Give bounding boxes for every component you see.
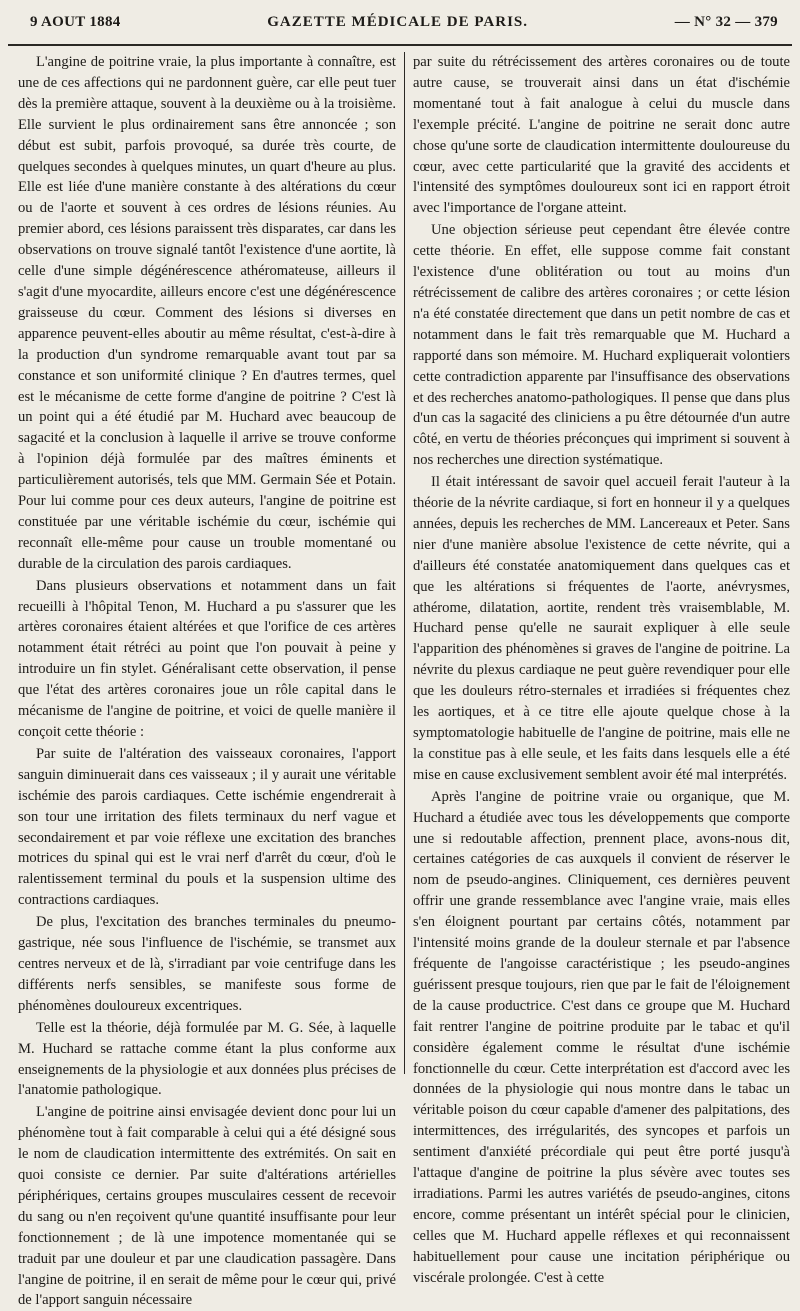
paragraph: Par suite de l'altération des vaisseaux coronaires, l'apport sanguin diminuerait dans ces vaisseaux ; il y aurait une véritable ischémie des parois cardiaques. Cette ischémie engendrerait à son tour une irritation des filets terminaux du nerf vague et secondairement et par voie réflexe une excitation des branches motrices du spinal qui est le vrai nerf d'arrêt du cœur, d'où le ralentissement terminal du pouls et la suspension ultime des contractions cardiaques. (18, 745, 396, 909)
paragraph: Il était intéressant de savoir quel accueil ferait l'auteur à la théorie de la névrite cardiaque, si fort en honneur il y a quelques années, depuis les recherches de MM. Lancereaux et Peter. Sans nier d'une manière absolue l'existence de cette névrite, qui a d'ailleurs été constatée anatomiquement dans quelques cas et que les altérations si fréquentes de l'aorte, anévrysmes, athérome, dilatation, aortite, rendent très vraisemblable, M. Huchard pense qu'elle ne saurait expliquer à elle seule l'apparition des phénomènes si graves de l'angine de poitrine. La névrite du plexus cardiaque ne peut guère revendiquer pour elle que les douleurs rétro-sternales et irradiées si fréquentes chez les aortiques, et à ce titre elle ajoute quelque chose à la symptomatologie habituelle de l'angine de poitrine, mais elle ne la constitue pas à elle seule, et les faits dans lesquels elle a été mise en cause exclusivement semblent avoir été mal interprétés. (413, 474, 790, 783)
right-column (404, 52, 790, 1286)
paragraph: Une objection sérieuse peut cependant être élevée contre cette théorie. En effet, elle suppose comme fait constant l'existence d'une oblitération ou tout au moins d'un rétrécissement de calibre des artères coronaires ; or cette lésion n'a été constatée directement que dans un petit nombre de cas et notamment dans le fait très remarquable que M. Huchard a rapporté dans son mémoire. M. Huchard expliquerait volontiers cette contradiction apparente par l'insuffisance des observations et des recherches anatomo-pathologiques. Il pense que dans plus d'un cas la sagacité des cliniciens a pu être détournée d'un autre côté, en vertu de théories préconçues qui impriment si souvent à nos recherches une direction systématique. (413, 222, 790, 469)
running-header (30, 14, 778, 40)
left-column (18, 52, 404, 1309)
paragraph: Après l'angine de poitrine vraie ou organique, que M. Huchard a étudiée avec tous les développements que comporte une si redoutable affection, prennent place, avons-nous dit, certaines catégories de cas auxquels il convient de réserver le nom de pseudo-angines. Cliniquement, ces dernières peuvent offrir une grande ressemblance avec l'angine vraie, mais elles s'en éloignent pourtant par certains côtés, notamment par l'intensité moins grande de la douleur sternale et par l'absence fréquente de l'angoisse caractéristique ; les pseudo-angines guérissent presque toujours, rien que par le fait de l'éloignement de la cause productrice. C'est dans ce groupe que M. Huchard fait rentrer l'angine de poitrine produite par le tabac et qu'il considère également comme le résultat d'une ischémie fonctionnelle du cœur. Cette interprétation est d'accord avec les données de la physiologie qui nous montre dans le tabac un véritable poison du cœur capable d'amener des palpitations, des intermittences, des irrégularités, des syncopes et parfois un sentiment d'anxiété précordiale qui peut être porté jusqu'à l'attaque d'angine de poitrine la plus sévère avec toutes ses irradiations. Parmi les autres variétés de pseudo-angines, citons encore, comme présentant un intérêt spécial pour le clinicien, celles que M. Huchard appelle réflexes et qui reconnaissent habituellement pour cause une incitation périphérique ou viscérale prolongée. C'est à cette (413, 788, 790, 1286)
journal-title: GAZETTE MÉDICALE DE PARIS. (267, 14, 529, 30)
paragraph: par suite du rétrécissement des artères coronaires ou de toute autre cause, se trouverait ainsi dans un état d'ischémie momentané tout à fait analogue à celui du muscle dans l'exemple précité. L'angine de poitrine ne serait donc autre chose qu'une sorte de claudication intermittente douloureuse du cœur, avec cette particularité que la gravité des accidents et l'intensité des symptômes douloureux sont ici en rapport étroit avec l'importance de l'organe atteint. (413, 54, 790, 217)
text-columns (18, 52, 790, 1309)
paragraph: De plus, l'excitation des branches terminales du pneumo-gastrique, née sous l'influence de l'ischémie, se transmet aux centres nerveux et de là, s'irradiant par voie centrifuge dans les différents nerfs sensibles, se manifeste sous forme de phénomènes douloureux excentriques. (18, 914, 396, 1014)
paragraph: L'angine de poitrine ainsi envisagée devient donc pour lui un phénomène tout à fait comparable à celui qui a été désigné sous le nom de claudication intermittente des extrémités. On sait en quoi consiste ce dernier. Par suite d'altérations artérielles périphériques, certains groupes musculaires cessent de recevoir du sang ou n'en reçoivent qu'une quantité insuffisante pour leur fonctionnement ; de là une impotence momentanée qui se traduit par une douleur et par une claudication passagère. Dans l'angine de poitrine, il en serait de même pour le cœur qui, privé de l'apport sanguin nécessaire (18, 1104, 396, 1309)
header-rule (8, 44, 792, 46)
paragraph: Dans plusieurs observations et notamment dans un fait recueilli à l'hôpital Tenon, M. Huchard a pu s'assurer que les artères coronaires étaient altérées et que l'orifice de ces artères notamment était rétréci au point que l'on pouvait à peine y introduire un fin stylet. Généralisant cette observation, il pense que l'état des artères coronaires joue un rôle capital dans le mécanisme de l'angine de poitrine, et voici de quelle manière il conçoit cette théorie : (18, 577, 396, 740)
paragraph: Telle est la théorie, déjà formulée par M. G. Sée, à laquelle M. Huchard se rattache comme étant la plus conforme aux enseignements de la physiologie et aux données plus précises de l'anatomie pathologique. (18, 1019, 396, 1099)
paragraph: L'angine de poitrine vraie, la plus importante à connaître, est une de ces affections qui ne pardonnent guère, car elle peut tuer dès la première attaque, souvent à la deuxième ou à la troisième. Elle survient le plus ordinairement sans être annoncée ; son début est subit, parfois provoqué, sa durée très courte, de quelques secondes à quelques minutes, un quart d'heure au plus. Elle est liée d'une manière constante à des altérations du cœur ou de l'aorte et souvent à ces ordres de lésions réunies. Au premier abord, ces lésions paraissent très disparates, car dans les observations on trouve signalé tantôt l'existence d'une aortite, là celle d'une simple dégénérescence athéromateuse, ailleurs il s'agit d'une myocardite, ailleurs encore c'est une dégénérescence graisseuse du cœur. Comment des lésions si diverses en apparence peuvent-elles aboutir au même résultat, c'est-à-dire à la production d'un syndrome remarquable avant tout par sa constance et son uniformité clinique ? En d'autres termes, quel est le mécanisme de cette forme d'angine de poitrine ? C'est là un point qui a été étudié par M. Huchard avec beaucoup de sagacité et la conclusion à laquelle il arrive se trouve conforme à l'opinion déjà formulée par des maîtres éminents et particulièrement autorisés, tels que MM. Germain Sée et Potain. Pour lui comme pour ces deux auteurs, l'angine de poitrine est constituée par une véritable ischémie du cœur, ischémie qui reconnaît elle-même pour cause un trouble momentané ou durable de la circulation des parois cardiaques. (18, 54, 396, 572)
header-date: 9 AOUT 1884 (30, 14, 121, 30)
issue-page-number: — N° 32 — 379 (674, 14, 778, 30)
